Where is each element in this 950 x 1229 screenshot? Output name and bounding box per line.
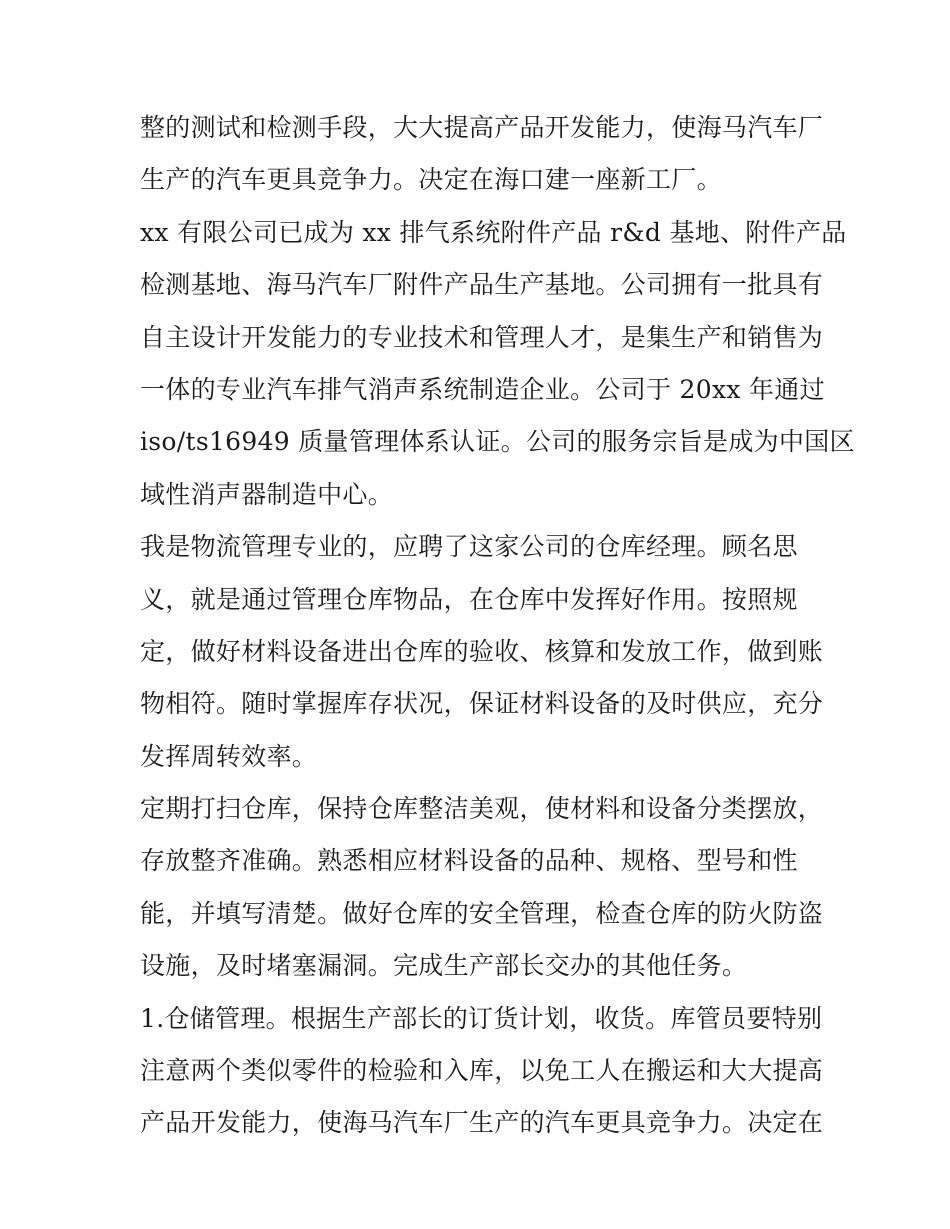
document-body [140, 102, 855, 1150]
text-line: xx 有限公司已成为 xx 排气系统附件产品 r&d 基地、附件产品 [140, 217, 847, 247]
text-line: 整的测试和检测手段，大大提高产品开发能力，使海马汽车厂 [140, 113, 824, 142]
text-line: 定期打扫仓库，保持仓库整洁美观，使材料和设备分类摆放， [140, 794, 824, 824]
text-line: 物相符。随时掌握库存状况，保证材料设备的及时供应，充分 [140, 689, 824, 719]
text-line: 设施，及时堵塞漏洞。完成生产部长交办的其他任务。 [140, 951, 748, 981]
paragraph-test-capability [140, 102, 824, 207]
text-line: 检测基地、海马汽车厂附件产品生产基地。公司拥有一批具有 [140, 270, 824, 300]
paragraph-company-intro [140, 207, 855, 521]
text-line: 我是物流管理专业的，应聘了这家公司的仓库经理。顾名思 [140, 532, 798, 562]
text-line: 存放整齐准确。熟悉相应材料设备的品种、规格、型号和性 [140, 846, 798, 876]
text-line: 能，并填写清楚。做好仓库的安全管理，检查仓库的防火防盗 [140, 898, 824, 928]
text-line: 产品开发能力，使海马汽车厂生产的汽车更具竞争力。决定在 [140, 1108, 824, 1138]
text-line: iso/ts16949 质量管理体系认证。公司的服务宗旨是成为中国区 [140, 427, 855, 457]
text-line: 一体的专业汽车排气消声系统制造企业。公司于 20xx 年通过 [140, 374, 825, 404]
text-line: 注意两个类似零件的检验和入库，以免工人在搬运和大大提高 [140, 1056, 824, 1086]
paragraph-warehouse-duties [140, 783, 824, 993]
text-line: 域性消声器制造中心。 [140, 479, 394, 509]
text-line: 发挥周转效率。 [140, 741, 318, 771]
paragraph-warehouse-manager [140, 521, 824, 783]
text-line: 1.仓储管理。根据生产部长的订货计划，收货。库管员要特别 [140, 1003, 823, 1033]
text-line: 义，就是通过管理仓库物品，在仓库中发挥好作用。按照规 [140, 584, 798, 614]
text-line: 生产的汽车更具竞争力。决定在海口建一座新工厂。 [140, 165, 722, 195]
text-line: 定，做好材料设备进出仓库的验收、核算和发放工作，做到账 [140, 636, 824, 666]
text-line: 自主设计开发能力的专业技术和管理人才，是集生产和销售为 [140, 322, 824, 352]
paragraph-storage-management [140, 993, 824, 1150]
